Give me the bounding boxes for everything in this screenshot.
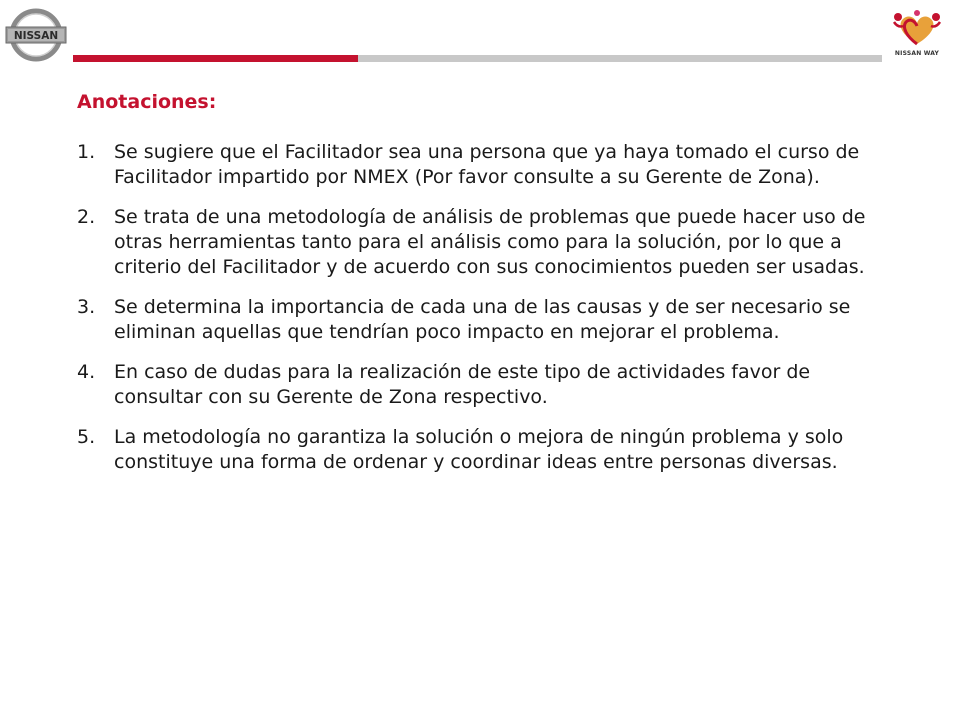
note-number: 4. [77,361,96,383]
nissan-way-logo [888,8,946,60]
note-number: 2. [77,206,96,228]
note-number: 1. [77,141,96,163]
page-title: Anotaciones: [77,91,217,113]
note-item [77,360,877,410]
note-item [77,205,877,280]
nissan-logo [4,8,68,62]
nissan-emblem-icon [4,8,68,62]
note-number: 3. [77,296,96,318]
nissan-way-text: NISSAN WAY [894,50,940,57]
note-item [77,425,877,475]
note-text: La metodología no garantiza la solución o mejora de ningún problema y solo constituye una forma de ordenar y coordinar ideas entre personas diversas. [114,426,844,473]
notes-list [77,140,877,490]
note-text: Se trata de una metodología de análisis de problemas que puede hacer uso de otras herramientas tanto para el análisis como para la solución, por lo que a criterio del Facilitador y de acuerdo con sus conocimientos pueden ser usadas. [114,206,866,278]
note-number: 5. [77,426,96,448]
header-bar-red-segment [73,55,358,62]
header-bar-gray-segment [358,55,882,62]
header-divider-bar [73,55,882,62]
note-item [77,140,877,190]
note-text: Se determina la importancia de cada una de las causas y de ser necesario se eliminan aquellas que tendrían poco impacto en mejorar el problema. [114,296,851,343]
nissan-way-heart-icon [888,8,946,50]
note-text: Se sugiere que el Facilitador sea una persona que ya haya tomado el curso de Facilitador impartido por NMEX (Por favor consulte a su Gerente de Zona). [114,141,860,188]
note-item [77,295,877,345]
nissan-logo-text: NISSAN [13,30,59,42]
note-text: En caso de dudas para la realización de este tipo de actividades favor de consultar con su Gerente de Zona respectivo. [114,361,811,408]
